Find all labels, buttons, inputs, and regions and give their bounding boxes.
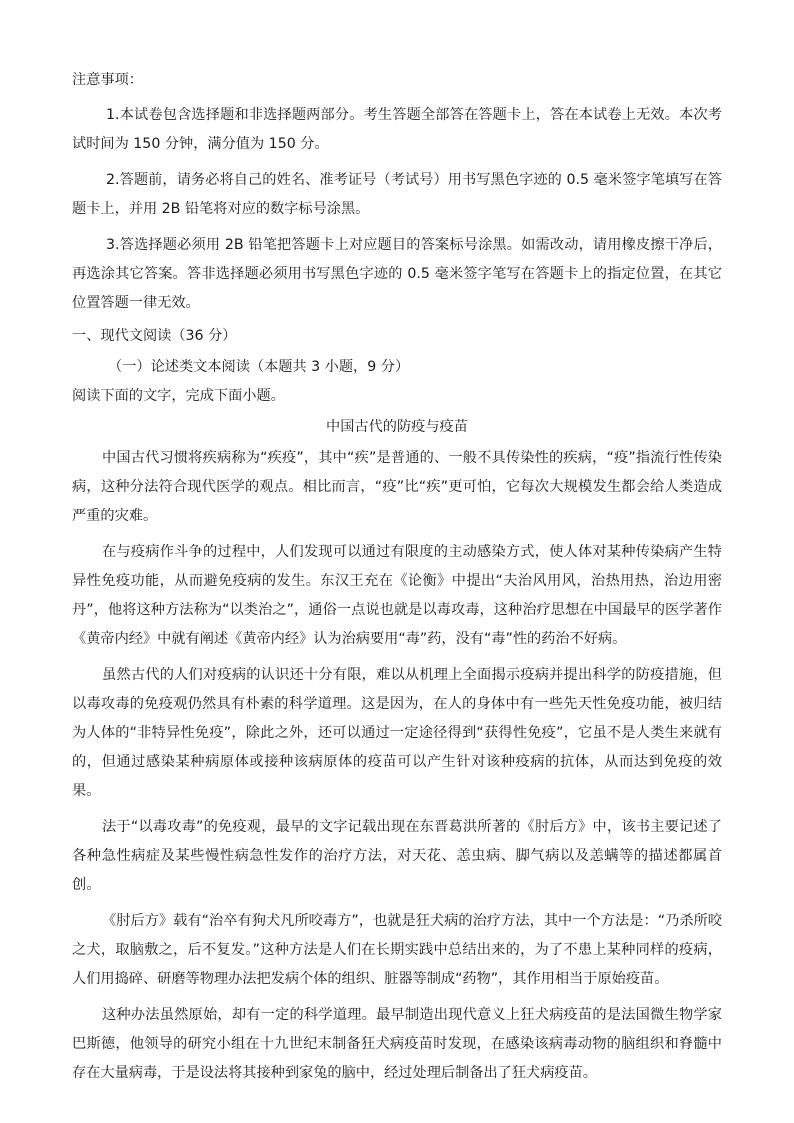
notice-item-1: 1.本试卷包含选择题和非选择题两部分。考生答题全部答在答题卡上，答在本试卷上无效。本次考试时间为 150 分钟，满分值为 150 分。 bbox=[72, 107, 722, 152]
notice-item-3: 3.答选择题必须用 2B 铅笔把答题卡上对应题目的答案标号涂黑。如需改动，请用橡皮擦干净后，再选涂其它答案。答非选择题必须用书写黑色字迹的 0.5 毫米签字笔写在答题卡上的指定位置，在其它位置答题一律无效。 bbox=[72, 237, 722, 311]
section-subheading: （一）论述类文本阅读（本题共 3 小题，9 分） bbox=[108, 359, 410, 375]
article-paragraph: 在与疫病作斗争的过程中，人们发现可以通过有限度的主动感染方式，使人体对某种传染病产生特异性免疫功能，从而避免疫病的发生。东汉王充在《论衡》中提出“夫治风用风，治热用热，治边用密丹”，他将这种方法称为“以类治之”，通俗一点说也就是以毒攻毒，这种治疗思想在中国最早的医学著作《黄帝内经》中就有阐述《黄帝内经》认为治病要用“毒”药，没有“毒”性的药治不好病。 bbox=[72, 544, 722, 647]
article-paragraph: 这种办法虽然原始，却有一定的科学道理。最早制造出现代意义上狂犬病疫苗的是法国微生物学家巴斯德，他领导的研究小组在十九世纪末制备狂犬病疫苗时发现，在感染该病毒动物的脑组织和脊髓中存在大量病毒，于是设法将其接种到家兔的脑中，经过处理后制备出了狂犬病疫苗。 bbox=[72, 1007, 722, 1081]
notice-heading: 注意事项： bbox=[72, 72, 143, 88]
exam-page bbox=[72, 66, 722, 1095]
notice-item-2: 2.答题前，请务必将自己的姓名、准考证号（考试号）用书写黑色字迹的 0.5 毫米签字笔填写在答题卡上，并用 2B 铅笔将对应的数字标号涂黑。 bbox=[72, 172, 722, 217]
article-paragraph: 《肘后方》载有“治卒有狗犬凡所咬毒方”，也就是狂犬病的治疗方法，其中一个方法是：“乃杀所咬之犬，取脑敷之，后不复发。”这种方法是人们在长期实践中总结出来的，为了不患上某种同样的疫病，人们用捣碎、研磨等物理办法把发病个体的组织、脏器等制成“药物”，其作用相当于原始疫苗。 bbox=[72, 913, 722, 987]
article-title: 中国古代的防疫与疫苗 bbox=[326, 419, 468, 435]
article-paragraph: 虽然古代的人们对疫病的认识还十分有限，难以从机理上全面揭示疫病并提出科学的防疫措施，但以毒攻毒的免疫观仍然具有朴素的科学道理。这是因为，在人的身体中有一些先天性免疫功能，被归结为人体的“非特异性免疫”，除此之外，还可以通过一定途径得到“获得性免疫”，它虽不是人类生来就有的，但通过感染某种病原体或接种该病原体的疫苗可以产生针对该种疫病的抗体，从而达到免疫的效果。 bbox=[72, 667, 722, 799]
section-heading: 一、现代文阅读（36 分） bbox=[72, 328, 237, 344]
article-paragraph: 中国古代习惯将疾病称为“疾疫”，其中“疾”是普通的、一般不具传染性的疾病，“疫”指流行性传染病，这种分法符合现代医学的观点。相比而言，“疫”比“疾”更可怕，它每次大规模发生都会给人类造成严重的灾难。 bbox=[72, 450, 722, 524]
reading-instruction: 阅读下面的文字，完成下面小题。 bbox=[72, 388, 285, 404]
article-paragraph: 法于“以毒攻毒”的免疫观，最早的文字记载出现在东晋葛洪所著的《肘后方》中，该书主要记述了各种急性病症及某些慢性病急性发作的治疗方法，对天花、恙虫病、脚气病以及恙螨等的描述都属首创。 bbox=[72, 819, 722, 893]
